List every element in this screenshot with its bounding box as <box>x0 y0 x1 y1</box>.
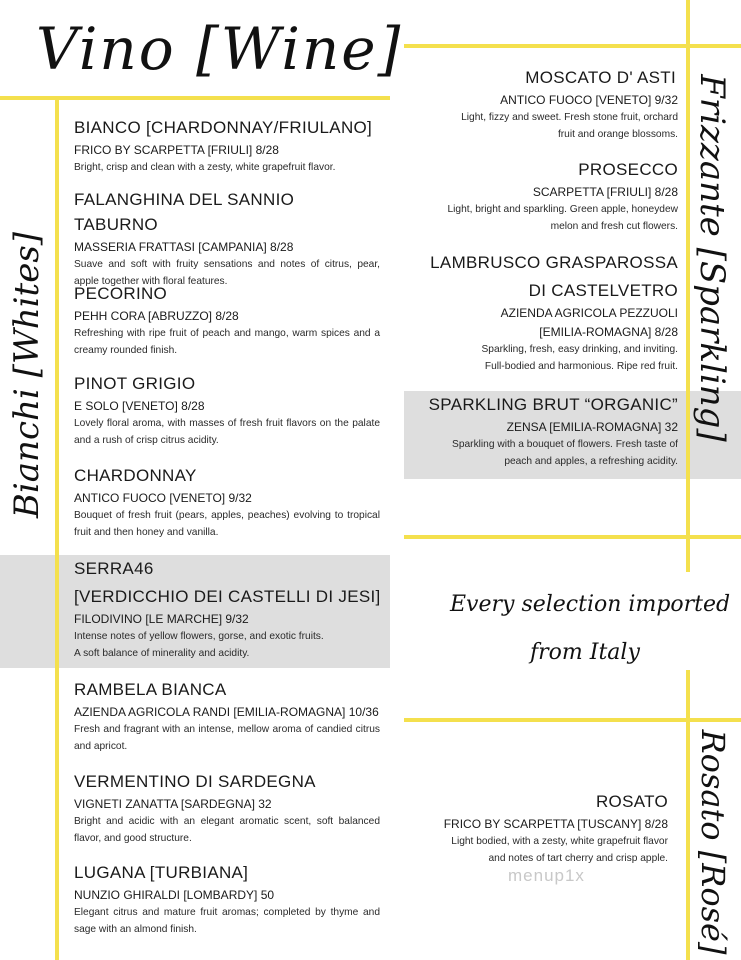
wine-producer: FRICO BY SCARPETTA [TUSCANY] 8/28 <box>443 817 668 831</box>
wine-falanghina <box>74 187 380 290</box>
wine-name: PROSECCO <box>578 160 678 179</box>
tagline-line-2: from Italy <box>530 640 640 665</box>
wine-name-line-2: DI CASTELVETRO <box>528 281 678 300</box>
wine-producer: AZIENDA AGRICOLA RANDI [EMILIA-ROMAGNA] 10/36 <box>74 705 379 719</box>
wine-sparkling-brut <box>410 392 678 470</box>
frame-line-divider-sparkling <box>404 535 741 539</box>
wine-producer: FRICO BY SCARPETTA [FRIULI] 8/28 <box>74 143 279 157</box>
wine-description: Refreshing with ripe fruit of peach and mango, warm spices and a creamy rounded finish. <box>74 328 380 356</box>
wine-moscato <box>410 65 678 143</box>
wine-description: Lovely floral aroma, with masses of fresh fruit flavors on the palate and a rush of crisp citrus acidity. <box>74 418 380 446</box>
wine-name: FALANGHINA DEL SANNIO TABURNO <box>74 190 295 234</box>
wine-producer: ANTICO FUOCO [VENETO] 9/32 <box>74 491 252 505</box>
watermark: menup1x <box>508 866 585 885</box>
wine-producer: MASSERIA FRATTASI [CAMPANIA] 8/28 <box>74 240 294 254</box>
wine-name: ROSATO <box>595 792 668 811</box>
wine-pinot-grigio <box>74 371 380 449</box>
wine-lambrusco <box>410 250 678 375</box>
frame-line-top-right <box>404 44 741 48</box>
frame-line-right-vertical-lower <box>686 670 690 960</box>
wine-producer: ANTICO FUOCO [VENETO] 9/32 <box>500 93 678 107</box>
wine-rosato <box>410 789 668 867</box>
wine-name: SPARKLING BRUT “ORGANIC” <box>428 395 678 414</box>
wine-producer: AZIENDA AGRICOLA PEZZUOLI <box>500 306 678 320</box>
wine-name: MOSCATO D' ASTI <box>525 68 676 87</box>
wine-description: Sparkling, fresh, easy drinking, and inviting. <box>481 344 678 355</box>
wine-description: Elegant citrus and mature fruit aromas; completed by thyme and sage with an almond finish. <box>74 907 380 935</box>
wine-chardonnay <box>74 463 380 541</box>
wine-description: Light, bright and sparkling. Green apple, honeydew <box>447 204 678 215</box>
sparkling-section-label: Frizzante [Sparkling] <box>692 74 732 442</box>
wine-producer: SCARPETTA [FRIULI] 8/28 <box>532 185 678 199</box>
wine-description: Bright and acidic with an elegant aromatic scent, soft balanced flavor, and good structure. <box>74 816 380 844</box>
wine-producer: E SOLO [VENETO] 8/28 <box>74 399 205 413</box>
wine-description: Light bodied, with a zesty, white grapefruit flavor <box>451 836 668 847</box>
wine-description-line-2: melon and fresh cut flowers. <box>550 221 678 232</box>
wine-bianco <box>74 115 380 176</box>
wine-description-line-2: A soft balance of minerality and acidity. <box>74 648 250 659</box>
wine-name: RAMBELA BIANCA <box>74 680 227 699</box>
wine-name: PECORINO <box>74 284 168 303</box>
wine-description: Suave and soft with fruity sensations and notes of citrus, pear, apple together with floral features. <box>74 259 380 287</box>
frame-line-divider-rose <box>404 718 741 722</box>
wine-producer: NUNZIO GHIRALDI [LOMBARDY] 50 <box>74 888 275 902</box>
wine-serra46 <box>74 556 384 662</box>
wine-description: Intense notes of yellow flowers, gorse, and exotic fruits. <box>74 631 324 642</box>
wine-producer: ZENSA [EMILIA-ROMAGNA] 32 <box>506 420 678 434</box>
rose-section-label: Rosato [Rosé] <box>694 729 732 955</box>
wine-description: Bouquet of fresh fruit (pears, apples, peaches) evolving to tropical fruit and then honey and vanilla. <box>74 510 380 538</box>
wine-producer: FILODIVINO [LE MARCHE] 9/32 <box>74 612 249 626</box>
wine-name: VERMENTINO DI SARDEGNA <box>74 772 316 791</box>
wine-vermentino <box>74 769 380 847</box>
wine-name: SERRA46 <box>74 559 154 578</box>
wine-producer-line-2: [EMILIA-ROMAGNA] 8/28 <box>539 325 678 339</box>
wine-description-line-2: peach and apples, a refreshing acidity. <box>504 456 678 467</box>
wine-name: BIANCO [CHARDONNAY/FRIULANO] <box>74 118 373 137</box>
wine-description: Bright, crisp and clean with a zesty, white grapefruit flavor. <box>74 162 336 173</box>
tagline-line-1: Every selection imported <box>450 592 731 617</box>
wine-description-line-2: fruit and orange blossoms. <box>557 129 678 140</box>
wine-name-line-2: [VERDICCHIO DEI CASTELLI DI JESI] <box>74 587 381 606</box>
wine-producer: PEHH CORA [ABRUZZO] 8/28 <box>74 309 239 323</box>
wine-description: Light, fizzy and sweet. Fresh stone fruit, orchard <box>461 112 678 123</box>
wine-name: PINOT GRIGIO <box>74 374 196 393</box>
menu-title: Vino [Wine] <box>36 15 403 83</box>
wine-name: LAMBRUSCO GRASPAROSSA <box>430 253 678 272</box>
wine-description: Fresh and fragrant with an intense, mellow aroma of candied citrus and apricot. <box>74 724 380 752</box>
wine-name: CHARDONNAY <box>74 466 197 485</box>
wine-prosecco <box>410 157 678 235</box>
wine-description: Sparkling with a bouquet of flowers. Fresh taste of <box>452 439 678 450</box>
wine-lugana <box>74 860 380 938</box>
wine-name: LUGANA [TURBIANA] <box>74 863 249 882</box>
frame-line-left-vertical <box>55 96 59 960</box>
wine-pecorino <box>74 281 380 359</box>
whites-section-label: Bianchi [Whites] <box>7 231 47 519</box>
frame-line-right-vertical-upper <box>686 0 690 572</box>
wine-description-line-2: and notes of tart cherry and crisp apple. <box>488 853 668 864</box>
wine-producer: VIGNETI ZANATTA [SARDEGNA] 32 <box>74 797 272 811</box>
wine-description-line-2: Full-bodied and harmonious. Ripe red fruit. <box>484 361 678 372</box>
wine-rambela-bianca <box>74 677 380 755</box>
